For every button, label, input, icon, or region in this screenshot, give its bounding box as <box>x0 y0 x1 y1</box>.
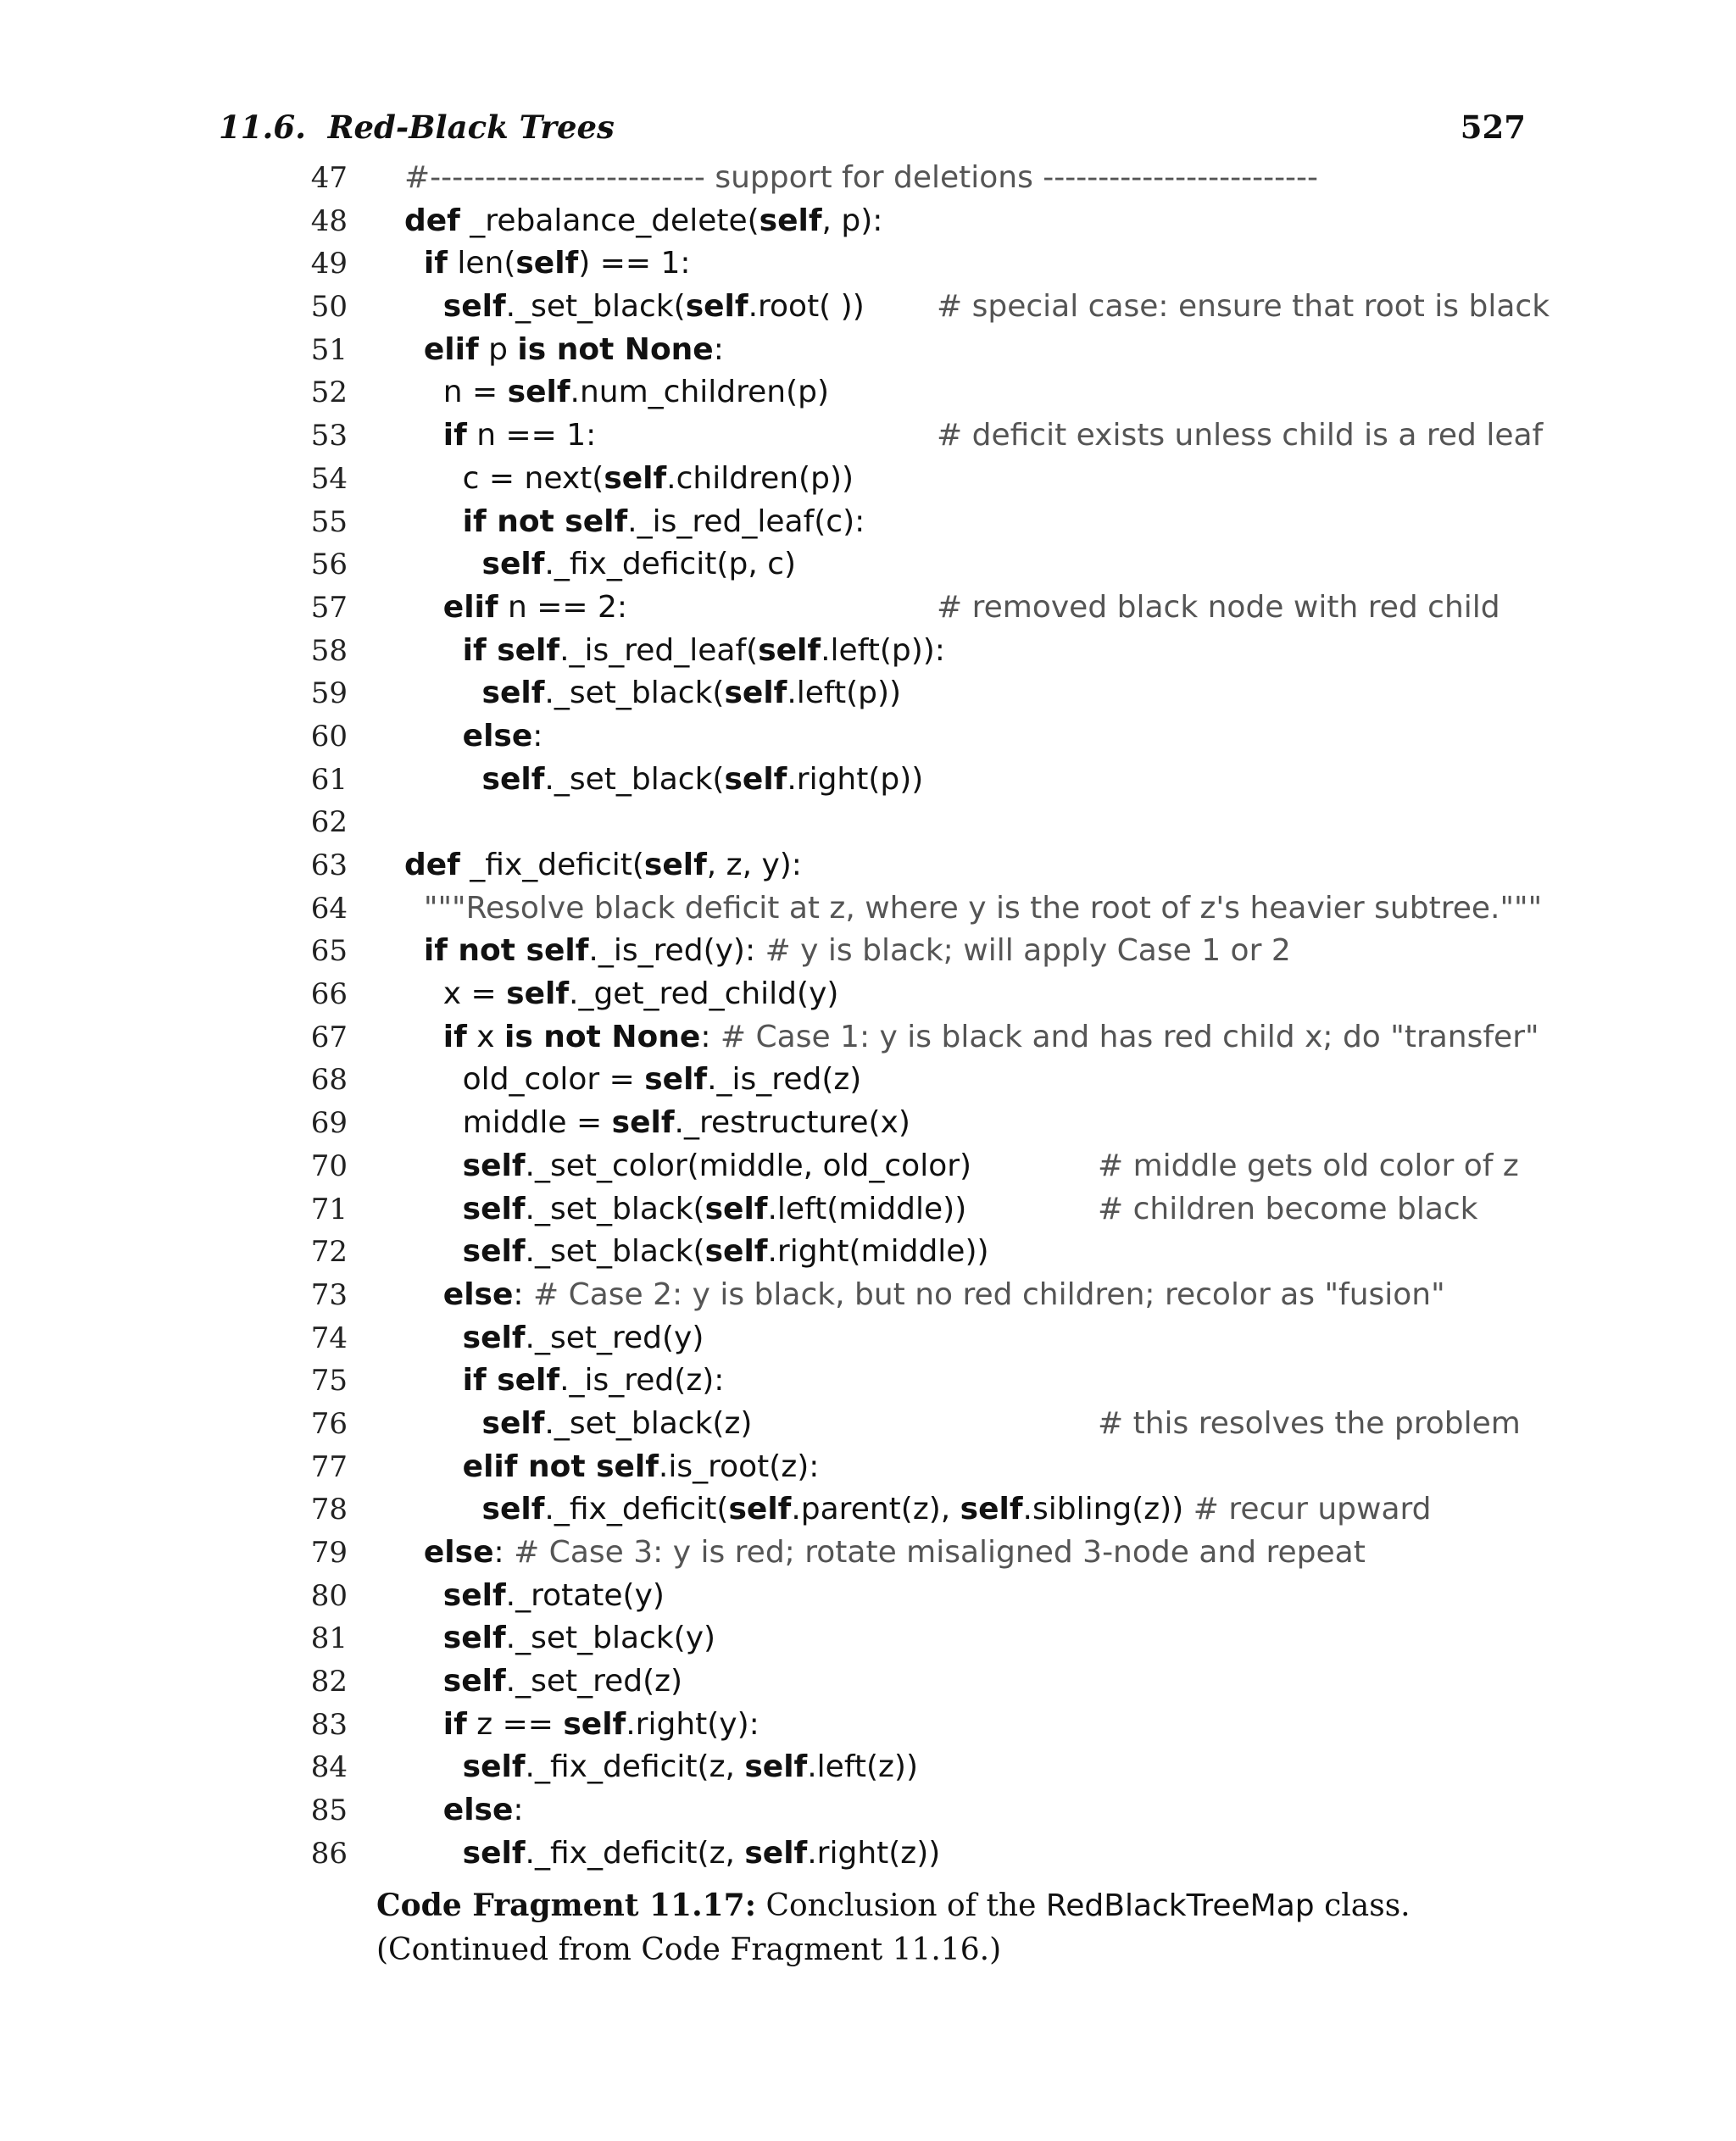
line-number: 73 <box>310 1277 348 1312</box>
code-comment: # recur upward <box>1193 1492 1432 1527</box>
code-token: x <box>466 1019 504 1054</box>
line-number: 50 <box>310 290 348 325</box>
code-token <box>404 1020 443 1054</box>
code-line <box>305 1832 1534 1876</box>
code-keyword: self <box>515 246 579 281</box>
code-caption <box>376 1883 1538 1972</box>
code-keyword: if <box>423 246 448 281</box>
line-number: 57 <box>310 590 348 625</box>
caption-text-before: Conclusion of the <box>756 1888 1046 1923</box>
code-text <box>404 329 724 372</box>
code-token: x = <box>404 976 507 1012</box>
code-keyword: self <box>442 1621 506 1656</box>
code-keyword: def <box>404 848 460 882</box>
code-line <box>305 458 1534 501</box>
code-text <box>404 1488 1432 1532</box>
caption-class-name: RedBlackTreeMap <box>1045 1888 1315 1923</box>
code-token <box>404 1406 482 1441</box>
code-token <box>404 1449 463 1484</box>
code-token: p <box>478 331 518 367</box>
code-keyword: self <box>724 676 787 711</box>
code-line <box>305 371 1534 414</box>
code-token: ._set_red(z) <box>505 1664 683 1699</box>
code-token <box>404 1749 463 1784</box>
code-token: .root( )) <box>748 289 865 325</box>
code-token <box>404 1148 463 1183</box>
code-token: ._set_black(z) <box>544 1405 753 1441</box>
code-keyword: self <box>611 1105 675 1141</box>
code-token: : <box>513 1793 524 1828</box>
code-token: .right(y): <box>626 1706 760 1742</box>
line-number: 76 <box>310 1406 348 1441</box>
code-keyword: else <box>442 1793 514 1828</box>
code-token <box>404 1621 443 1655</box>
code-token <box>404 1707 443 1742</box>
code-keyword: self <box>744 1749 808 1785</box>
code-keyword: self <box>462 1835 526 1871</box>
code-comment: # Case 1: y is black and has red child x; do "transfer" <box>720 1019 1539 1054</box>
code-text <box>404 887 1542 931</box>
code-token: ) == 1: <box>578 246 691 281</box>
code-text <box>404 242 691 286</box>
code-token <box>404 289 443 324</box>
line-number: 80 <box>310 1578 348 1613</box>
code-line <box>305 973 1534 1016</box>
line-number: 77 <box>310 1449 348 1484</box>
code-keyword: else <box>423 1535 494 1570</box>
code-text <box>404 1188 966 1232</box>
code-token: .left(p)) <box>787 676 902 711</box>
code-keyword: self <box>462 1749 526 1785</box>
code-text <box>404 1746 918 1789</box>
code-token: ._set_color(middle, old_color) <box>525 1148 972 1183</box>
code-keyword: if <box>442 1019 467 1054</box>
code-comment: # deficit exists unless child is a red leaf <box>937 418 1544 453</box>
code-keyword: self <box>744 1835 808 1871</box>
line-number: 82 <box>310 1665 348 1699</box>
code-keyword: else <box>462 718 533 754</box>
code-token <box>404 1492 482 1527</box>
line-number: 49 <box>310 247 348 281</box>
code-text <box>404 1403 752 1446</box>
code-text <box>404 672 901 715</box>
code-text <box>404 1102 910 1145</box>
code-line <box>305 1145 1534 1188</box>
code-token: _rebalance_delete( <box>459 203 760 238</box>
line-number: 59 <box>310 676 348 711</box>
code-comment: # children become black <box>1098 1191 1478 1226</box>
code-token: .num_children(p) <box>570 375 830 410</box>
code-text <box>404 715 542 759</box>
code-text <box>404 1832 940 1876</box>
code-token: .children(p)) <box>666 460 854 496</box>
code-comment: # removed black node with red child <box>937 589 1500 625</box>
code-text <box>404 286 865 329</box>
code-token: ._set_black( <box>525 1191 705 1226</box>
code-text <box>404 1016 1539 1059</box>
code-keyword: self <box>728 1492 792 1527</box>
line-number: 64 <box>310 891 348 926</box>
code-comment: # Case 2: y is black, but no red children; recolor as "fusion" <box>532 1276 1445 1312</box>
code-token: : <box>493 1535 515 1570</box>
code-token: ._rotate(y) <box>505 1577 665 1613</box>
line-number: 72 <box>310 1235 348 1270</box>
code-listing <box>305 157 1550 1876</box>
line-number: 70 <box>310 1148 348 1183</box>
code-line <box>305 1102 1534 1145</box>
code-line <box>305 759 1534 802</box>
line-number: 63 <box>310 848 348 882</box>
code-keyword: def <box>404 203 460 238</box>
line-number: 71 <box>310 1192 348 1226</box>
code-token: : <box>532 718 543 754</box>
code-keyword: else <box>442 1276 514 1312</box>
line-number: 55 <box>310 504 348 539</box>
code-text <box>404 414 596 458</box>
code-text <box>404 930 1291 973</box>
code-token <box>404 332 424 367</box>
code-text <box>404 1231 989 1274</box>
line-number: 54 <box>310 461 348 496</box>
code-text <box>404 200 882 243</box>
code-token: ._restructure(x) <box>674 1105 910 1141</box>
line-number: 74 <box>310 1321 348 1355</box>
code-text <box>404 1317 704 1360</box>
line-number: 48 <box>310 203 348 238</box>
code-token: : <box>700 1019 721 1054</box>
line-number: 60 <box>310 719 348 754</box>
code-text <box>404 1575 665 1618</box>
code-token: .right(middle)) <box>767 1234 989 1270</box>
code-text <box>404 973 838 1016</box>
code-line <box>305 501 1534 544</box>
code-token: n == 1: <box>466 418 597 453</box>
code-text <box>404 501 865 544</box>
line-number: 61 <box>310 762 348 797</box>
code-keyword: self <box>759 203 822 238</box>
code-token: ._set_black( <box>525 1234 705 1270</box>
line-number: 86 <box>310 1836 348 1871</box>
code-token <box>404 633 463 668</box>
code-keyword: self <box>481 547 545 582</box>
code-text <box>404 543 796 587</box>
code-text <box>404 1360 724 1403</box>
code-keyword: self <box>644 1062 708 1098</box>
code-keyword: if self <box>462 632 560 668</box>
code-line <box>305 1660 1534 1704</box>
line-number: 69 <box>310 1106 348 1141</box>
code-token: , p): <box>821 203 883 238</box>
line-number: 56 <box>310 548 348 582</box>
code-keyword: elif <box>423 331 479 367</box>
page-header <box>219 102 1526 153</box>
code-line <box>305 1532 1534 1575</box>
code-line <box>305 543 1534 587</box>
code-text <box>404 1145 971 1188</box>
code-keyword: self <box>462 1320 526 1355</box>
code-line <box>305 587 1534 630</box>
code-text <box>404 844 802 887</box>
code-comment: # special case: ensure that root is black <box>937 289 1550 325</box>
line-number: 51 <box>310 332 348 367</box>
code-comment: """Resolve black deficit at z, where y is the root of z's heavier subtree.""" <box>404 890 1543 926</box>
line-number: 65 <box>310 934 348 969</box>
code-token: .left(z)) <box>807 1749 919 1785</box>
code-keyword: self <box>758 632 821 668</box>
code-keyword: self <box>462 1148 526 1183</box>
line-number: 75 <box>310 1364 348 1399</box>
code-text <box>404 458 854 501</box>
code-keyword: self <box>643 848 707 882</box>
code-text <box>404 1446 819 1489</box>
code-keyword: self <box>442 289 506 325</box>
code-token: n == 2: <box>498 589 628 625</box>
code-token <box>404 1578 443 1613</box>
code-keyword: if self <box>462 1363 560 1399</box>
code-keyword: self <box>563 1706 626 1742</box>
code-keyword: self <box>462 1234 526 1270</box>
code-comment: #------------------------- support for deletions ------------------------- <box>404 160 1319 195</box>
line-number: 85 <box>310 1793 348 1828</box>
line-number: 66 <box>310 977 348 1012</box>
code-line <box>305 1488 1534 1532</box>
code-line <box>305 329 1534 372</box>
code-token: ._is_red_leaf( <box>559 632 759 668</box>
code-token: .right(z)) <box>807 1835 941 1871</box>
code-token <box>404 1793 443 1827</box>
code-token: ._set_black( <box>505 289 686 325</box>
code-keyword: self <box>724 761 787 797</box>
code-line <box>305 157 1534 200</box>
line-number: 58 <box>310 633 348 668</box>
code-text <box>404 1274 1445 1317</box>
code-token <box>404 1535 424 1570</box>
code-token <box>404 1664 443 1699</box>
code-text <box>404 157 1318 200</box>
code-token <box>404 1836 463 1871</box>
code-line <box>305 242 1534 286</box>
section-title: 11.6. Red-Black Trees <box>219 108 615 146</box>
code-token: _fix_deficit( <box>459 848 644 882</box>
line-number: 47 <box>310 161 348 195</box>
code-line <box>305 286 1550 329</box>
code-line <box>305 1360 1534 1403</box>
code-text <box>404 1789 524 1832</box>
code-token <box>404 504 463 539</box>
code-line <box>305 630 1534 673</box>
code-token: ._is_red(z): <box>559 1363 725 1399</box>
line-number: 78 <box>310 1493 348 1527</box>
code-token <box>404 547 482 581</box>
code-token: .is_root(z): <box>658 1449 820 1484</box>
code-token: .left(p)): <box>821 632 945 668</box>
code-text <box>404 371 829 414</box>
code-line <box>305 930 1534 973</box>
code-keyword: self <box>442 1577 506 1613</box>
code-line <box>305 1016 1539 1059</box>
code-token: c = next( <box>404 460 604 496</box>
code-keyword: self <box>481 1405 545 1441</box>
code-token: ._fix_deficit(p, c) <box>544 547 797 582</box>
code-token <box>404 418 443 453</box>
code-text <box>404 630 945 673</box>
code-text <box>404 759 923 802</box>
code-keyword: if <box>442 1706 467 1742</box>
code-token <box>404 1321 463 1355</box>
code-comment: # this resolves the problem <box>1098 1405 1521 1441</box>
code-token <box>404 590 443 625</box>
code-token: , z, y): <box>706 848 802 882</box>
code-keyword: self <box>507 375 570 410</box>
code-token <box>404 1234 463 1269</box>
caption-label: Code Fragment 11.17: <box>376 1888 757 1923</box>
code-text <box>404 1617 715 1660</box>
code-comment: # Case 3: y is red; rotate misaligned 3-node and repeat <box>514 1535 1366 1570</box>
code-text <box>404 1059 861 1102</box>
code-token: ._set_red(y) <box>525 1320 704 1355</box>
code-keyword: if not self <box>462 503 628 539</box>
caption-text-after: class. (Continued from Code Fragment 11.16.) <box>376 1888 1410 1967</box>
code-keyword: elif not self <box>462 1449 659 1484</box>
code-token: ._fix_deficit( <box>544 1492 729 1527</box>
line-number: 62 <box>310 805 348 840</box>
code-token: n = <box>404 375 508 410</box>
code-line <box>305 844 1534 887</box>
code-keyword: self <box>685 289 748 325</box>
page-number: 527 <box>1460 108 1526 146</box>
code-keyword: self <box>481 1492 545 1527</box>
code-line <box>305 200 1534 243</box>
code-token: len( <box>447 246 516 281</box>
line-number: 53 <box>310 419 348 453</box>
code-comment: # y is black; will apply Case 1 or 2 <box>765 933 1291 969</box>
code-keyword: self <box>481 676 545 711</box>
code-keyword: self <box>462 1191 526 1226</box>
code-keyword: self <box>604 460 667 496</box>
code-comment: # middle gets old color of z <box>1098 1148 1519 1183</box>
code-line <box>305 672 1534 715</box>
code-line <box>305 715 1534 759</box>
code-token: .parent(z), <box>791 1492 960 1527</box>
code-token: ._fix_deficit(z, <box>525 1749 745 1785</box>
code-keyword: self <box>481 761 545 797</box>
line-number: 81 <box>310 1621 348 1656</box>
code-line <box>305 1789 1534 1832</box>
code-token <box>404 719 463 754</box>
code-token: old_color = <box>404 1062 645 1098</box>
code-line <box>305 1704 1534 1747</box>
code-text <box>404 587 627 630</box>
code-token <box>404 933 424 968</box>
code-line <box>305 801 1534 844</box>
code-token: : <box>513 1276 533 1312</box>
line-number: 79 <box>310 1536 348 1570</box>
code-keyword: self <box>442 1664 506 1699</box>
code-line <box>305 1575 1534 1618</box>
code-keyword: is not None <box>517 331 714 367</box>
code-token <box>404 676 482 710</box>
code-token: : <box>713 331 724 367</box>
code-line <box>305 887 1543 931</box>
code-token: .left(middle)) <box>767 1191 967 1226</box>
code-keyword: elif <box>442 589 498 625</box>
code-token: ._set_black( <box>544 676 725 711</box>
code-token: ._set_black( <box>544 761 725 797</box>
code-text <box>404 1532 1366 1575</box>
code-keyword: self <box>704 1234 768 1270</box>
code-token: ._set_black(y) <box>505 1621 716 1656</box>
code-token: .right(p)) <box>787 761 924 797</box>
code-keyword: self <box>704 1191 768 1226</box>
line-number: 83 <box>310 1707 348 1742</box>
code-token: ._is_red_leaf(c): <box>627 503 865 539</box>
line-number: 52 <box>310 375 348 410</box>
code-token <box>404 246 424 281</box>
line-number: 84 <box>310 1750 348 1785</box>
code-token: ._is_red(y): <box>588 933 765 969</box>
code-line <box>305 1746 1534 1789</box>
code-token: z == <box>466 1706 564 1742</box>
code-line <box>305 1059 1534 1102</box>
code-token <box>404 1277 443 1312</box>
code-token <box>404 1363 463 1398</box>
code-keyword: self <box>960 1492 1023 1527</box>
code-token <box>404 1192 463 1226</box>
code-token: ._is_red(z) <box>707 1062 862 1098</box>
code-keyword: if <box>442 418 467 453</box>
code-keyword: self <box>506 976 569 1012</box>
code-token: .sibling(z)) <box>1022 1492 1194 1527</box>
code-line <box>305 1446 1534 1489</box>
code-keyword: is not None <box>504 1019 701 1054</box>
line-number: 67 <box>310 1020 348 1054</box>
code-line <box>305 1317 1534 1360</box>
code-token <box>404 762 482 797</box>
code-line <box>305 414 1544 458</box>
code-text <box>404 1660 682 1704</box>
code-line <box>305 1617 1534 1660</box>
code-line <box>305 1403 1534 1446</box>
code-line <box>305 1231 1534 1274</box>
code-keyword: if not self <box>423 933 589 969</box>
code-text <box>404 1704 760 1747</box>
code-line <box>305 1188 1534 1232</box>
code-token: middle = <box>404 1105 612 1141</box>
line-number: 68 <box>310 1063 348 1098</box>
code-token: ._fix_deficit(z, <box>525 1835 745 1871</box>
code-line <box>305 1274 1534 1317</box>
code-token: ._get_red_child(y) <box>569 976 839 1012</box>
